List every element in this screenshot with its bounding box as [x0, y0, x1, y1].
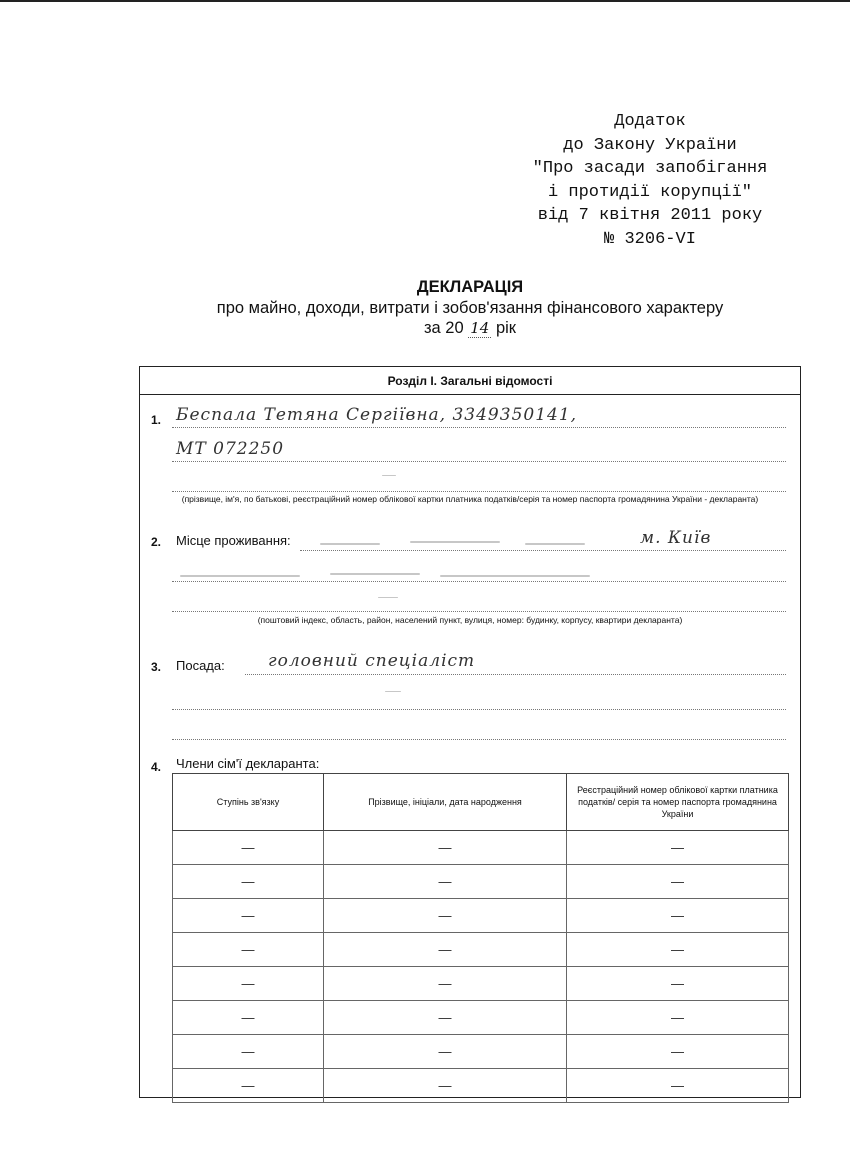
- table-row: [173, 967, 789, 1001]
- table-cell: —: [671, 840, 684, 855]
- table-cell: —: [241, 1078, 255, 1093]
- table-cell: —: [438, 1078, 452, 1093]
- item2-number: 2.: [151, 535, 162, 549]
- table-cell: —: [671, 976, 684, 991]
- year-suffix: рік: [495, 319, 517, 337]
- table-cell: —: [241, 840, 255, 855]
- item1-caption: (прізвище, ім'я, по батькові, реєстраційний номер облікової картки платника податків/серія та номер паспорта громадянина України - декларанта): [181, 494, 759, 504]
- appendix-note: [500, 110, 800, 251]
- section-title: Розділ І. Загальні відомості: [140, 367, 800, 395]
- appendix-line: Додаток: [614, 112, 686, 131]
- table-cell: —: [671, 874, 684, 889]
- item1-handwritten-line2: МТ 072250: [176, 439, 285, 459]
- item2-dotted-line: [300, 550, 786, 551]
- dash-mark: [378, 597, 398, 598]
- item3-dotted-line: [172, 709, 786, 710]
- table-cell: —: [241, 942, 255, 957]
- table-cell: —: [438, 976, 452, 991]
- appendix-line: і протидії корупції": [547, 182, 753, 202]
- item3-handwritten-position: головний спеціаліст: [268, 651, 476, 671]
- year-prefix: за 20: [423, 319, 464, 337]
- table-row: [173, 831, 789, 865]
- table-header-row: [173, 774, 789, 831]
- item1-dotted-line: [172, 461, 786, 462]
- table-cell: —: [671, 942, 684, 957]
- table-row: [173, 1035, 789, 1069]
- year-handwritten: 14: [470, 319, 490, 337]
- appendix-line: від 7 квітня 2011 року: [537, 206, 763, 225]
- redacted-mark: [180, 575, 300, 577]
- dash-mark: [382, 475, 396, 476]
- table-cell: —: [241, 1010, 255, 1025]
- table-row: [173, 899, 789, 933]
- redacted-mark: [440, 575, 590, 577]
- item2-label: Місце проживання:: [176, 533, 291, 548]
- top-border-line: [0, 0, 850, 2]
- table-cell: —: [241, 976, 255, 991]
- redacted-mark: [320, 543, 380, 545]
- appendix-line: до Закону України: [563, 135, 737, 155]
- redacted-mark: [330, 573, 420, 575]
- redacted-mark: [410, 541, 500, 543]
- item4-number: 4.: [151, 760, 162, 774]
- table-cell: —: [438, 908, 452, 923]
- redacted-mark: [525, 543, 585, 545]
- dash-mark: [385, 691, 401, 692]
- table-cell: —: [438, 840, 452, 855]
- table-row: [173, 865, 789, 899]
- document-subtitle: про майно, доходи, витрати і зобов'язання фінансового характеру: [216, 299, 724, 317]
- table-row: [173, 1001, 789, 1035]
- item1-handwritten-line1: Беспала Тетяна Сергіївна, 3349350141,: [176, 405, 578, 425]
- appendix-line: "Про засади запобігання: [532, 159, 768, 178]
- table-cell: —: [438, 1010, 452, 1025]
- column-header-tax-number: Реєстраційний номер облікової картки платника податків/ серія та номер паспорта громадянина України: [567, 774, 789, 831]
- table-row: [173, 933, 789, 967]
- table-cell: —: [671, 1044, 684, 1059]
- item3-label: Посада:: [176, 658, 225, 673]
- item4-label: Члени сім'ї декларанта:: [176, 756, 320, 771]
- family-members-table: [172, 773, 789, 1103]
- item3-dotted-line: [245, 674, 786, 675]
- item1-dotted-line: [172, 491, 786, 492]
- item1-number: 1.: [151, 413, 162, 427]
- table-cell: —: [671, 1078, 684, 1093]
- section-frame: [139, 366, 801, 1098]
- table-cell: —: [438, 942, 452, 957]
- item1-dotted-line: [172, 427, 786, 428]
- table-cell: —: [241, 874, 255, 889]
- table-cell: —: [438, 874, 452, 889]
- column-header-name: Прізвище, ініціали, дата народження: [324, 774, 567, 831]
- table-cell: —: [671, 908, 684, 923]
- item2-handwritten-city: м. Київ: [640, 528, 712, 548]
- title-block: [140, 276, 800, 338]
- item3-number: 3.: [151, 660, 162, 674]
- item2-dotted-line: [172, 611, 786, 612]
- item2-dotted-line: [172, 581, 786, 582]
- item2-caption: (поштовий індекс, область, район, населений пункт, вулиця, номер: будинку, корпусу, квартири декларанта): [257, 615, 683, 625]
- table-cell: —: [241, 908, 255, 923]
- document-title: ДЕКЛАРАЦІЯ: [416, 278, 524, 296]
- item3-dotted-line: [172, 739, 786, 740]
- table-cell: —: [241, 1044, 255, 1059]
- declaration-year: [140, 318, 800, 338]
- table-cell: —: [438, 1044, 452, 1059]
- table-cell: —: [671, 1010, 684, 1025]
- appendix-line: № 3206-VI: [604, 229, 696, 249]
- table-row: [173, 1069, 789, 1103]
- column-header-relation: Ступінь зв'язку: [173, 774, 324, 831]
